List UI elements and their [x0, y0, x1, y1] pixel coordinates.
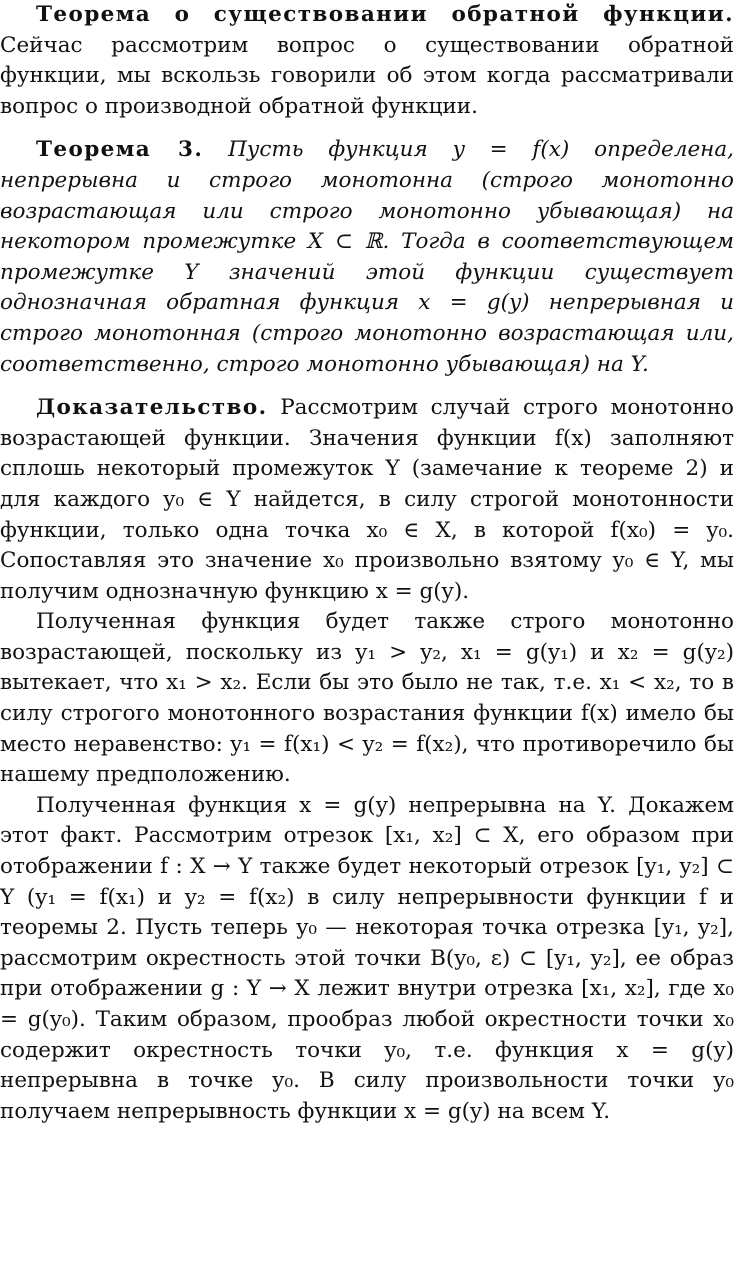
proof-text-1: Рассмотрим случай строго монотонно возрастающей функции. Значения функции f(x) заполняют сплошь некоторый промежуток Y (замечание к теореме 2) и для каждого y₀ ∈ Y найдется, в силу строгой монотонности функции, только одна точка x₀ ∈ X, в которой f(x₀) = y₀. Сопоставляя это значение x₀ произвольно взятому y₀ ∈ Y, мы получим однозначную функцию x = g(y).	[0, 395, 734, 604]
proof-paragraph-2	[0, 607, 734, 791]
proof-text-3: Полученная функция x = g(y) непрерывна на Y. Докажем этот факт. Рассмотрим отрезок [x₁, x₂] ⊂ X, его образом при отображении f : X → Y также будет некоторый отрезок [y₁, y₂] ⊂ Y (y₁ = f(x₁) и y₂ = f(x₂) в силу непрерывности функции f и теоремы 2. Пусть теперь y₀ — некоторая точка отрезка [y₁, y₂], рассмотрим окрестность этой точки B(y₀, ε) ⊂ [y₁, y₂], ее образ при отображении g : Y → X лежит внутри отрезка [x₁, x₂], где x₀ = g(y₀). Таким образом, прообраз любой окрестности точки x₀ содержит окрестность точки y₀, т.е. функция x = g(y) непрерывна в точке y₀. В силу произвольности точки y₀ получаем непрерывность функции x = g(y) на всем Y.	[0, 792, 734, 1124]
proof-text-2: Полученная функция будет также строго монотонно возрастающей, поскольку из y₁ > y₂, x₁ = g(y₁) и x₂ = g(y₂) вытекает, что x₁ > x₂. Если бы это было не так, т.е. x₁ < x₂, то в силу строгого монотонного возрастания функции f(x) имело бы место неравенство: y₁ = f(x₁) < y₂ = f(x₂), что противоречило бы нашему предположению.	[0, 609, 734, 788]
proof-paragraph-1	[0, 393, 734, 607]
proof-paragraph-3	[0, 791, 734, 1128]
intro-paragraph	[0, 0, 734, 122]
intro-text: Сейчас рассмотрим вопрос о существовании обратной функции, мы вскользь говорили об этом когда рассматривали вопрос о производной обратной функции.	[0, 32, 734, 119]
intro-heading: Теорема о существовании обратной функции.	[36, 2, 734, 27]
spacer	[0, 380, 734, 393]
theorem-label: Теорема 3.	[36, 137, 204, 163]
proof-label: Доказательство.	[36, 395, 268, 421]
theorem-paragraph	[0, 135, 734, 380]
theorem-text: Пусть функция y = f(x) определена, непрерывна и строго монотонна (строго монотонно возрастающая или строго монотонно убывающая) на некотором промежутке X ⊂ ℝ. Тогда в соответствующем промежутке Y значений этой функции существует однозначная обратная функция x = g(y) непрерывная и строго монотонная (строго монотонно возрастающая или, соответственно, строго монотонно убывающая) на Y.	[0, 137, 734, 377]
spacer	[0, 122, 734, 135]
